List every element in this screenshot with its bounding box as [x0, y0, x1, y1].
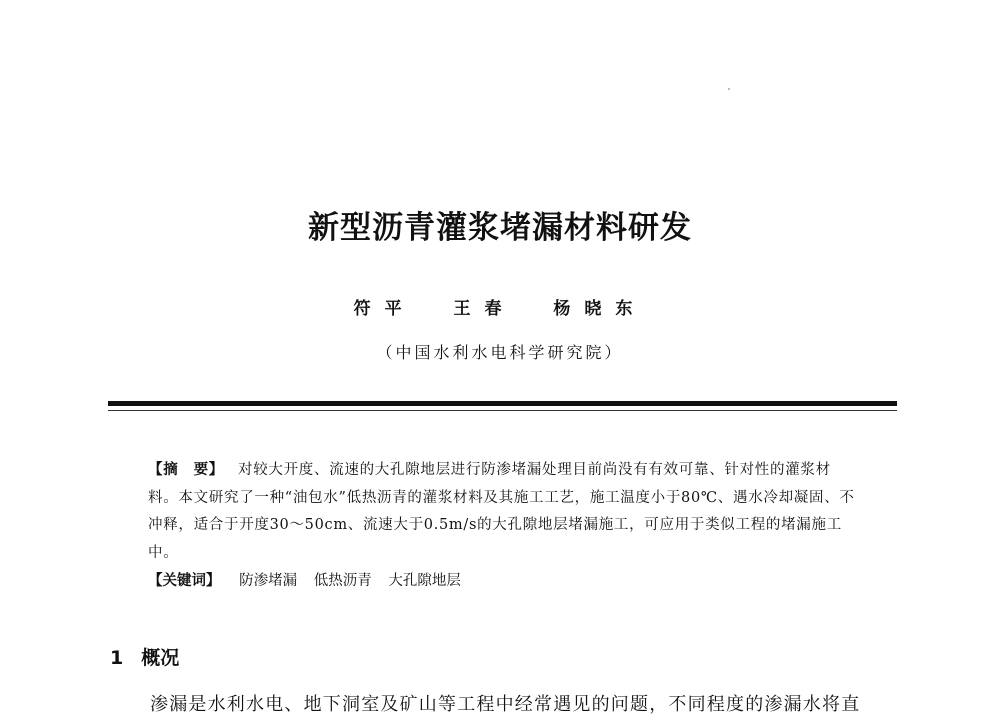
scan-speck: [728, 88, 730, 90]
section-title: 概况: [141, 647, 180, 669]
body-paragraph: 渗漏是水利水电、地下洞室及矿山等工程中经常遇见的问题，不同程度的渗漏水将直: [150, 694, 861, 715]
abstract-text: 对较大开度、流速的大孔隙地层进行防渗堵漏处理目前尚没有有效可靠、针对性的灌浆材料。本文研究了一种“油包水”低热沥青的灌浆材料及其施工工艺，施工温度小于80℃、遇水冷却凝固、不冲释，适合于开度30～50cm、流速大于0.5m/s的大孔隙地层堵漏施工，可应用于类似工程的堵漏施工中。: [148, 462, 855, 561]
paper-title: 新型沥青灌浆堵漏材料研发: [308, 210, 692, 246]
keyword: 大孔隙地层: [388, 573, 461, 589]
keywords-label: 【关键词】: [148, 573, 221, 589]
affiliation: （中国水利水电科学研究院）: [376, 343, 624, 362]
author-name: 符平: [353, 299, 416, 319]
author-list: [0, 294, 1000, 319]
keyword: 低热沥青: [313, 573, 372, 589]
header-rule-thin: [108, 410, 897, 411]
keywords: [148, 568, 860, 595]
author-name: 杨晓东: [553, 299, 647, 319]
author-name: 王春: [453, 299, 516, 319]
header-rule-thick: [108, 401, 897, 406]
abstract-label: 【摘 要】: [148, 462, 224, 478]
section-heading: [110, 643, 179, 670]
keyword: 防渗堵漏: [239, 573, 298, 589]
section-number: 1: [110, 647, 124, 669]
abstract: [148, 457, 860, 567]
